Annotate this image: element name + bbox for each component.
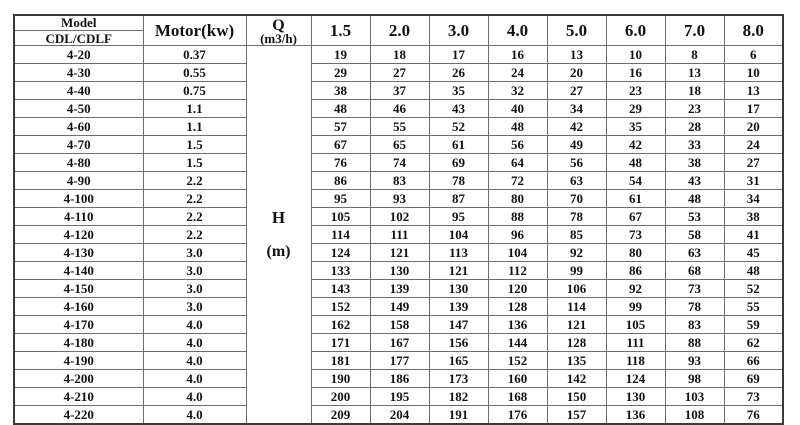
table-row	[14, 388, 783, 406]
head-value-cell: 171	[311, 334, 370, 352]
column-header-motor: Motor(kw)	[143, 15, 246, 46]
motor-kw-cell: 1.5	[143, 154, 246, 172]
column-header-model	[14, 15, 143, 46]
motor-kw-cell: 4.0	[143, 370, 246, 388]
motor-kw-cell: 0.75	[143, 82, 246, 100]
head-value-cell: 34	[724, 190, 783, 208]
head-value-cell: 150	[547, 388, 606, 406]
head-value-cell: 35	[429, 82, 488, 100]
head-value-cell: 61	[429, 136, 488, 154]
head-value-cell: 6	[724, 46, 783, 64]
head-value-cell: 95	[311, 190, 370, 208]
table-row	[14, 370, 783, 388]
head-value-cell: 93	[370, 190, 429, 208]
head-value-cell: 80	[606, 244, 665, 262]
head-value-cell: 92	[547, 244, 606, 262]
head-value-cell: 38	[311, 82, 370, 100]
header-row	[14, 15, 783, 46]
motor-kw-cell: 4.0	[143, 352, 246, 370]
head-value-cell: 135	[547, 352, 606, 370]
head-value-cell: 108	[665, 406, 724, 425]
table-row	[14, 64, 783, 82]
head-value-cell: 78	[665, 298, 724, 316]
motor-kw-cell: 2.2	[143, 190, 246, 208]
head-value-cell: 42	[606, 136, 665, 154]
head-value-cell: 48	[488, 118, 547, 136]
head-value-cell: 43	[429, 100, 488, 118]
head-value-cell: 88	[665, 334, 724, 352]
table-row	[14, 406, 783, 425]
model-cell: 4-110	[14, 208, 143, 226]
column-header-flow-1-5: 1.5	[311, 15, 370, 46]
head-value-cell: 29	[606, 100, 665, 118]
column-header-flow-8-0: 8.0	[724, 15, 783, 46]
head-value-cell: 99	[547, 262, 606, 280]
column-header-flow-6-0: 6.0	[606, 15, 665, 46]
head-value-cell: 18	[370, 46, 429, 64]
head-value-cell: 105	[311, 208, 370, 226]
head-value-cell: 95	[429, 208, 488, 226]
head-value-cell: 53	[665, 208, 724, 226]
head-value-cell: 176	[488, 406, 547, 425]
table-header	[14, 15, 783, 46]
head-value-cell: 167	[370, 334, 429, 352]
head-value-cell: 80	[488, 190, 547, 208]
head-value-cell: 45	[724, 244, 783, 262]
model-cell: 4-30	[14, 64, 143, 82]
motor-kw-cell: 4.0	[143, 388, 246, 406]
head-value-cell: 70	[547, 190, 606, 208]
head-value-cell: 49	[547, 136, 606, 154]
model-cell: 4-140	[14, 262, 143, 280]
head-value-cell: 56	[488, 136, 547, 154]
head-value-cell: 181	[311, 352, 370, 370]
head-value-cell: 111	[606, 334, 665, 352]
head-unit-label: (m)	[266, 242, 291, 260]
motor-kw-cell: 2.2	[143, 172, 246, 190]
head-value-cell: 10	[724, 64, 783, 82]
head-value-cell: 54	[606, 172, 665, 190]
table-row	[14, 316, 783, 334]
head-value-cell: 162	[311, 316, 370, 334]
head-value-cell: 38	[665, 154, 724, 172]
head-value-cell: 19	[311, 46, 370, 64]
head-value-cell: 48	[665, 190, 724, 208]
head-value-cell: 143	[311, 280, 370, 298]
head-value-cell: 13	[547, 46, 606, 64]
head-value-cell: 65	[370, 136, 429, 154]
head-value-cell: 33	[665, 136, 724, 154]
model-cell: 4-90	[14, 172, 143, 190]
head-value-cell: 149	[370, 298, 429, 316]
head-value-cell: 103	[665, 388, 724, 406]
model-cell: 4-70	[14, 136, 143, 154]
head-value-cell: 87	[429, 190, 488, 208]
head-value-cell: 59	[724, 316, 783, 334]
head-value-cell: 76	[724, 406, 783, 425]
head-value-cell: 128	[547, 334, 606, 352]
head-value-cell: 20	[724, 118, 783, 136]
head-value-cell: 17	[724, 100, 783, 118]
head-value-cell: 83	[665, 316, 724, 334]
table-row	[14, 244, 783, 262]
head-value-cell: 62	[724, 334, 783, 352]
head-value-cell: 74	[370, 154, 429, 172]
head-value-cell: 68	[665, 262, 724, 280]
model-header-title: Model	[15, 16, 143, 31]
head-value-cell: 73	[665, 280, 724, 298]
motor-kw-cell: 3.0	[143, 298, 246, 316]
head-value-cell: 142	[547, 370, 606, 388]
head-value-cell: 98	[665, 370, 724, 388]
head-value-cell: 20	[547, 64, 606, 82]
model-cell: 4-200	[14, 370, 143, 388]
model-cell: 4-150	[14, 280, 143, 298]
head-value-cell: 73	[606, 226, 665, 244]
head-value-cell: 86	[311, 172, 370, 190]
table-row	[14, 226, 783, 244]
head-value-cell: 124	[311, 244, 370, 262]
table-row	[14, 280, 783, 298]
model-header-subtitle: CDL/CDLF	[45, 31, 112, 46]
table-row	[14, 262, 783, 280]
head-value-cell: 52	[429, 118, 488, 136]
head-value-cell: 40	[488, 100, 547, 118]
head-value-cell: 78	[547, 208, 606, 226]
head-value-cell: 160	[488, 370, 547, 388]
head-value-cell: 113	[429, 244, 488, 262]
motor-kw-cell: 3.0	[143, 244, 246, 262]
head-value-cell: 55	[370, 118, 429, 136]
pump-performance-table	[13, 14, 784, 425]
head-value-cell: 120	[488, 280, 547, 298]
motor-kw-cell: 0.37	[143, 46, 246, 64]
head-value-cell: 76	[311, 154, 370, 172]
motor-kw-cell: 4.0	[143, 334, 246, 352]
table-row	[14, 100, 783, 118]
head-value-cell: 158	[370, 316, 429, 334]
head-value-cell: 102	[370, 208, 429, 226]
motor-kw-cell: 3.0	[143, 262, 246, 280]
model-cell: 4-20	[14, 46, 143, 64]
head-value-cell: 104	[429, 226, 488, 244]
head-value-cell: 177	[370, 352, 429, 370]
flow-symbol-label: Q	[272, 16, 285, 34]
head-value-cell: 61	[606, 190, 665, 208]
head-value-cell: 10	[606, 46, 665, 64]
head-value-cell: 38	[724, 208, 783, 226]
head-value-cell: 48	[311, 100, 370, 118]
model-cell: 4-50	[14, 100, 143, 118]
head-value-cell: 34	[547, 100, 606, 118]
head-value-cell: 130	[606, 388, 665, 406]
head-value-cell: 136	[606, 406, 665, 425]
head-value-cell: 46	[370, 100, 429, 118]
head-value-cell: 16	[606, 64, 665, 82]
head-value-cell: 27	[370, 64, 429, 82]
model-cell: 4-60	[14, 118, 143, 136]
model-cell: 4-80	[14, 154, 143, 172]
head-value-cell: 24	[724, 136, 783, 154]
model-cell: 4-40	[14, 82, 143, 100]
head-value-cell: 43	[665, 172, 724, 190]
table-row	[14, 154, 783, 172]
head-value-cell: 56	[547, 154, 606, 172]
head-value-cell: 105	[606, 316, 665, 334]
pump-performance-table-wrap	[13, 14, 784, 425]
head-value-cell: 66	[724, 352, 783, 370]
head-value-cell: 128	[488, 298, 547, 316]
column-header-flow	[246, 15, 311, 46]
head-value-cell: 99	[606, 298, 665, 316]
head-value-cell: 83	[370, 172, 429, 190]
head-value-cell: 152	[311, 298, 370, 316]
motor-kw-cell: 2.2	[143, 208, 246, 226]
model-cell: 4-130	[14, 244, 143, 262]
head-value-cell: 136	[488, 316, 547, 334]
head-value-cell: 121	[370, 244, 429, 262]
head-value-cell: 48	[724, 262, 783, 280]
head-value-cell: 114	[311, 226, 370, 244]
table-row	[14, 208, 783, 226]
head-value-cell: 88	[488, 208, 547, 226]
head-value-cell: 52	[724, 280, 783, 298]
motor-kw-cell: 4.0	[143, 406, 246, 425]
head-value-cell: 106	[547, 280, 606, 298]
table-row	[14, 352, 783, 370]
model-cell: 4-180	[14, 334, 143, 352]
head-value-cell: 55	[724, 298, 783, 316]
table-row	[14, 46, 783, 64]
head-value-cell: 93	[665, 352, 724, 370]
model-cell: 4-170	[14, 316, 143, 334]
head-value-cell: 23	[606, 82, 665, 100]
motor-kw-cell: 3.0	[143, 280, 246, 298]
head-value-cell: 41	[724, 226, 783, 244]
head-value-cell: 48	[606, 154, 665, 172]
head-value-cell: 121	[547, 316, 606, 334]
model-cell: 4-220	[14, 406, 143, 425]
head-value-cell: 96	[488, 226, 547, 244]
head-value-cell: 133	[311, 262, 370, 280]
head-value-cell: 114	[547, 298, 606, 316]
head-value-cell: 139	[429, 298, 488, 316]
head-value-cell: 130	[370, 262, 429, 280]
model-cell: 4-190	[14, 352, 143, 370]
head-value-cell: 63	[665, 244, 724, 262]
head-value-cell: 209	[311, 406, 370, 425]
head-value-cell: 13	[724, 82, 783, 100]
head-value-cell: 28	[665, 118, 724, 136]
head-value-cell: 200	[311, 388, 370, 406]
table-row	[14, 82, 783, 100]
model-cell: 4-120	[14, 226, 143, 244]
model-cell: 4-100	[14, 190, 143, 208]
head-value-cell: 64	[488, 154, 547, 172]
motor-kw-cell: 4.0	[143, 316, 246, 334]
head-value-cell: 112	[488, 262, 547, 280]
head-value-cell: 204	[370, 406, 429, 425]
column-header-flow-2-0: 2.0	[370, 15, 429, 46]
head-value-cell: 32	[488, 82, 547, 100]
head-value-cell: 118	[606, 352, 665, 370]
head-value-cell: 57	[311, 118, 370, 136]
head-value-cell: 69	[724, 370, 783, 388]
head-value-cell: 182	[429, 388, 488, 406]
head-value-cell: 168	[488, 388, 547, 406]
head-value-cell: 78	[429, 172, 488, 190]
head-value-cell: 111	[370, 226, 429, 244]
head-value-cell: 8	[665, 46, 724, 64]
head-value-cell: 121	[429, 262, 488, 280]
table-row	[14, 136, 783, 154]
head-value-cell: 67	[311, 136, 370, 154]
table-row	[14, 172, 783, 190]
head-value-cell: 37	[370, 82, 429, 100]
head-value-cell: 18	[665, 82, 724, 100]
table-row	[14, 190, 783, 208]
head-value-cell: 72	[488, 172, 547, 190]
table-row	[14, 298, 783, 316]
head-value-cell: 152	[488, 352, 547, 370]
table-row	[14, 118, 783, 136]
head-value-cell: 23	[665, 100, 724, 118]
head-value-cell: 58	[665, 226, 724, 244]
head-value-cell: 73	[724, 388, 783, 406]
head-value-cell: 186	[370, 370, 429, 388]
head-value-cell: 63	[547, 172, 606, 190]
column-header-flow-3-0: 3.0	[429, 15, 488, 46]
head-value-cell: 27	[547, 82, 606, 100]
head-value-cell: 67	[606, 208, 665, 226]
head-value-cell: 27	[724, 154, 783, 172]
table-body	[14, 46, 783, 425]
column-header-flow-7-0: 7.0	[665, 15, 724, 46]
motor-kw-cell: 1.1	[143, 118, 246, 136]
head-value-cell: 157	[547, 406, 606, 425]
column-header-flow-4-0: 4.0	[488, 15, 547, 46]
head-value-cell: 29	[311, 64, 370, 82]
head-value-cell: 144	[488, 334, 547, 352]
table-row	[14, 334, 783, 352]
head-value-cell: 195	[370, 388, 429, 406]
head-value-cell: 104	[488, 244, 547, 262]
head-value-cell: 13	[665, 64, 724, 82]
model-cell: 4-160	[14, 298, 143, 316]
head-value-cell: 24	[488, 64, 547, 82]
head-value-cell: 69	[429, 154, 488, 172]
head-symbol-label: H	[271, 207, 286, 227]
head-value-cell: 173	[429, 370, 488, 388]
head-value-cell: 124	[606, 370, 665, 388]
column-header-flow-5-0: 5.0	[547, 15, 606, 46]
motor-kw-cell: 1.1	[143, 100, 246, 118]
head-value-cell: 86	[606, 262, 665, 280]
head-value-cell: 26	[429, 64, 488, 82]
head-value-cell: 85	[547, 226, 606, 244]
head-value-cell: 92	[606, 280, 665, 298]
flow-unit-label: (m3/h)	[260, 30, 297, 46]
head-value-cell: 17	[429, 46, 488, 64]
head-value-cell: 42	[547, 118, 606, 136]
motor-kw-cell: 2.2	[143, 226, 246, 244]
model-cell: 4-210	[14, 388, 143, 406]
motor-kw-cell: 0.55	[143, 64, 246, 82]
head-unit-cell	[246, 46, 311, 425]
head-value-cell: 147	[429, 316, 488, 334]
head-value-cell: 139	[370, 280, 429, 298]
head-value-cell: 191	[429, 406, 488, 425]
head-value-cell: 31	[724, 172, 783, 190]
motor-kw-cell: 1.5	[143, 136, 246, 154]
head-value-cell: 130	[429, 280, 488, 298]
head-value-cell: 16	[488, 46, 547, 64]
head-value-cell: 35	[606, 118, 665, 136]
head-value-cell: 165	[429, 352, 488, 370]
head-value-cell: 190	[311, 370, 370, 388]
head-value-cell: 156	[429, 334, 488, 352]
